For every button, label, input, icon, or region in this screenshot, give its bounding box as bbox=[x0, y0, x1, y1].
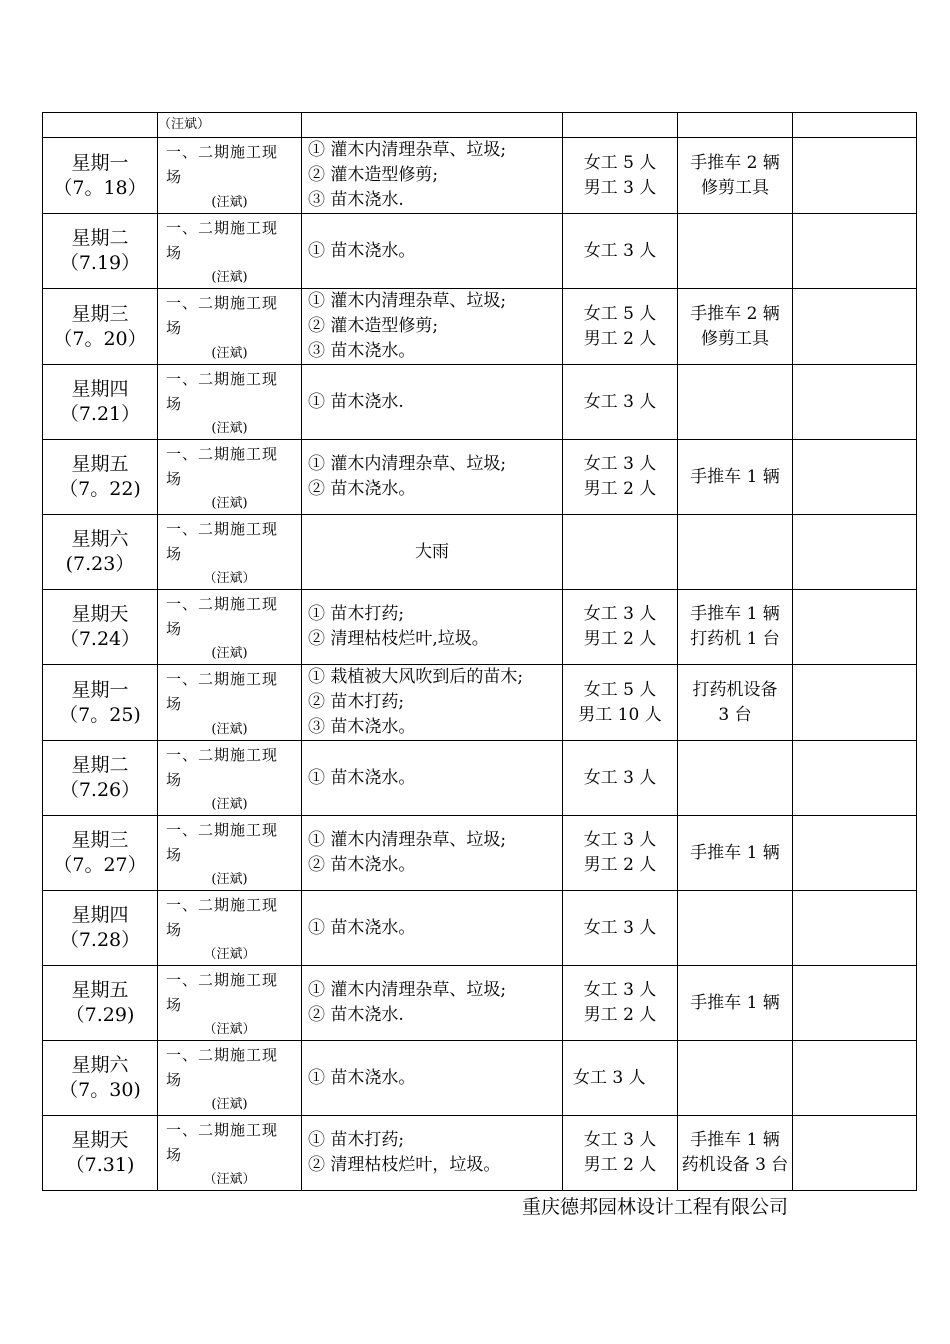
day-cell bbox=[43, 665, 158, 741]
worker-count: 女工 3 人 bbox=[583, 767, 657, 788]
workers-cell bbox=[563, 365, 678, 440]
site-label: 一、二期施工现场 bbox=[166, 971, 279, 1014]
task-item: ③ 苗木浇水. bbox=[308, 190, 404, 210]
table-row bbox=[43, 590, 917, 665]
task-item: ① 苗木浇水。 bbox=[308, 767, 416, 788]
tool-item: 手推车 1 辆 bbox=[690, 466, 780, 487]
tools-cell bbox=[678, 1041, 793, 1116]
notes-cell bbox=[793, 590, 917, 665]
tool-item: 3 台 bbox=[718, 704, 752, 725]
notes-cell bbox=[793, 1116, 917, 1191]
site-label: 一、二期施工现场 bbox=[166, 746, 279, 789]
tool-item: 修剪工具 bbox=[701, 177, 769, 198]
date-label: （7。25) bbox=[59, 703, 141, 726]
tool-item: 手推车 1 辆 bbox=[690, 992, 780, 1013]
location-cell bbox=[158, 966, 302, 1041]
supervisor-label: (汪斌) bbox=[211, 270, 248, 285]
work-log-table bbox=[42, 112, 917, 1191]
site-label: 一、二期施工现场 bbox=[166, 670, 279, 713]
task-item: ② 苗木打药; bbox=[308, 692, 405, 712]
tools-cell bbox=[678, 590, 793, 665]
weekday-label: 星期三 bbox=[71, 829, 129, 851]
tool-item: 打药机 1 台 bbox=[690, 629, 780, 649]
tasks-cell bbox=[302, 515, 563, 590]
workers-cell bbox=[563, 741, 678, 816]
day-cell bbox=[43, 515, 158, 590]
notes-cell bbox=[793, 966, 917, 1041]
site-label: 一、二期施工现场 bbox=[166, 445, 279, 488]
date-label: （7。18） bbox=[53, 176, 147, 199]
supervisor-label: (汪斌) bbox=[211, 872, 248, 887]
location-cell bbox=[158, 816, 302, 891]
worker-count: 女工 3 人 bbox=[573, 1067, 646, 1088]
day-cell bbox=[43, 816, 158, 891]
worker-count: 女工 3 人 bbox=[583, 604, 657, 624]
notes-cell bbox=[793, 440, 917, 515]
date-label: （7.31) bbox=[65, 1154, 135, 1176]
notes-cell bbox=[793, 665, 917, 741]
supervisor-label: (汪斌) bbox=[211, 646, 248, 661]
tools-cell bbox=[678, 891, 793, 966]
workers-cell bbox=[563, 891, 678, 966]
table-row bbox=[43, 1116, 917, 1191]
location-cell bbox=[158, 665, 302, 741]
location-cell bbox=[158, 365, 302, 440]
tool-item: 打药机设备 bbox=[692, 679, 778, 700]
task-item: ① 灌木内清理杂草、垃圾; bbox=[308, 980, 507, 1000]
site-label: 一、二期施工现场 bbox=[166, 520, 279, 563]
task-item: ① 苗木浇水. bbox=[308, 391, 404, 412]
notes-cell bbox=[793, 741, 917, 816]
worker-count: 女工 3 人 bbox=[583, 830, 657, 850]
notes-cell bbox=[793, 289, 917, 365]
location-cell bbox=[158, 138, 302, 214]
supervisor-label: (汪斌) bbox=[211, 496, 248, 511]
table-row bbox=[43, 515, 917, 590]
table-row bbox=[43, 1041, 917, 1116]
tasks-cell bbox=[302, 1041, 563, 1116]
table-row bbox=[43, 440, 917, 515]
location-cell bbox=[158, 891, 302, 966]
workers-cell bbox=[563, 816, 678, 891]
task-item: ② 苗木浇水. bbox=[308, 1005, 404, 1025]
task-item: ② 灌木造型修剪; bbox=[308, 316, 439, 336]
weekday-label: 星期一 bbox=[71, 678, 129, 701]
notes-cell bbox=[793, 138, 917, 214]
supervisor-label: (汪斌) bbox=[211, 195, 248, 210]
supervisor-label: (汪斌) bbox=[211, 722, 248, 737]
worker-count: 女工 3 人 bbox=[583, 1130, 657, 1150]
notes-cell bbox=[793, 365, 917, 440]
task-item: ① 苗木打药; bbox=[308, 1130, 405, 1150]
tasks-cell bbox=[302, 138, 563, 214]
worker-count: 女工 3 人 bbox=[583, 980, 657, 1000]
workers-cell bbox=[563, 289, 678, 365]
weekday-label: 星期二 bbox=[71, 754, 129, 776]
tasks-cell bbox=[302, 966, 563, 1041]
day-cell bbox=[43, 966, 158, 1041]
workers-cell bbox=[563, 113, 678, 138]
tools-cell bbox=[678, 665, 793, 741]
worker-count: 女工 3 人 bbox=[583, 917, 657, 938]
tasks-cell bbox=[302, 665, 563, 741]
day-cell bbox=[43, 365, 158, 440]
table-row bbox=[43, 289, 917, 365]
tasks-cell bbox=[302, 289, 563, 365]
weekday-label: 星期四 bbox=[71, 904, 129, 926]
task-item: ② 苗木浇水。 bbox=[308, 855, 416, 875]
worker-count: 女工 5 人 bbox=[583, 679, 657, 700]
supervisor-label: （汪斌） bbox=[203, 1172, 256, 1187]
tools-cell bbox=[678, 289, 793, 365]
notes-cell bbox=[793, 816, 917, 891]
table-row bbox=[43, 816, 917, 891]
task-item: ③ 苗木浇水。 bbox=[308, 341, 416, 361]
worker-count: 女工 3 人 bbox=[583, 240, 657, 261]
table-body bbox=[43, 113, 917, 1191]
tools-cell bbox=[678, 741, 793, 816]
table-row bbox=[43, 214, 917, 289]
tools-cell bbox=[678, 515, 793, 590]
table-row bbox=[43, 365, 917, 440]
task-item: ② 苗木浇水。 bbox=[308, 479, 416, 499]
date-label: （7.19） bbox=[59, 252, 141, 274]
location-cell bbox=[158, 515, 302, 590]
workers-cell bbox=[563, 966, 678, 1041]
supervisor-label: (汪斌) bbox=[211, 797, 248, 812]
date-label: （7.28） bbox=[59, 929, 141, 951]
table-row bbox=[43, 891, 917, 966]
tasks-cell bbox=[302, 590, 563, 665]
tool-item: 手推车 2 辆 bbox=[690, 303, 780, 324]
supervisor-label: (汪斌) bbox=[211, 1097, 248, 1112]
date-label: （7。20） bbox=[53, 327, 147, 350]
supervisor-label: （汪斌） bbox=[203, 1022, 256, 1037]
tasks-cell bbox=[302, 440, 563, 515]
date-label: （7。30) bbox=[59, 1079, 141, 1101]
site-label: 一、二期施工现场 bbox=[166, 1046, 279, 1089]
tools-cell bbox=[678, 966, 793, 1041]
table-row bbox=[43, 741, 917, 816]
workers-cell bbox=[563, 515, 678, 590]
worker-count: 女工 5 人 bbox=[583, 152, 657, 173]
task-item: ① 苗木浇水。 bbox=[308, 917, 416, 938]
table-row bbox=[43, 966, 917, 1041]
task-item: ① 灌木内清理杂草、垃圾; bbox=[308, 140, 507, 160]
workers-cell bbox=[563, 138, 678, 214]
task-item: 大雨 bbox=[415, 541, 449, 562]
site-label: 一、二期施工现场 bbox=[166, 294, 279, 337]
tasks-cell bbox=[302, 214, 563, 289]
day-cell bbox=[43, 741, 158, 816]
notes-cell bbox=[793, 214, 917, 289]
weekday-label: 星期六 bbox=[71, 1054, 129, 1076]
task-item: ③ 苗木浇水。 bbox=[308, 717, 416, 737]
date-label: (7.23） bbox=[65, 553, 135, 575]
notes-cell bbox=[793, 515, 917, 590]
workers-cell bbox=[563, 214, 678, 289]
location-cell bbox=[158, 289, 302, 365]
workers-cell bbox=[563, 1116, 678, 1191]
site-label: 一、二期施工现场 bbox=[166, 595, 279, 638]
weekday-label: 星期三 bbox=[71, 302, 129, 325]
workers-cell bbox=[563, 590, 678, 665]
date-label: （7.29) bbox=[65, 1004, 135, 1026]
task-item: ① 灌木内清理杂草、垃圾; bbox=[308, 291, 507, 311]
worker-count: 男工 10 人 bbox=[578, 704, 662, 725]
tool-item: 手推车 1 辆 bbox=[690, 842, 780, 863]
day-cell bbox=[43, 214, 158, 289]
location-cell bbox=[158, 113, 302, 138]
weekday-label: 星期一 bbox=[71, 151, 129, 174]
tool-item: 手推车 1 辆 bbox=[690, 1130, 780, 1150]
weekday-label: 星期六 bbox=[71, 528, 129, 550]
worker-count: 女工 3 人 bbox=[583, 454, 657, 474]
tasks-cell bbox=[302, 891, 563, 966]
tasks-cell bbox=[302, 816, 563, 891]
location-cell bbox=[158, 214, 302, 289]
site-label: 一、二期施工现场 bbox=[166, 370, 279, 413]
date-label: （7。27） bbox=[53, 854, 147, 876]
weekday-label: 星期天 bbox=[71, 1129, 129, 1151]
tools-cell bbox=[678, 214, 793, 289]
notes-cell bbox=[793, 891, 917, 966]
notes-cell bbox=[793, 113, 917, 138]
supervisor-label: （汪斌） bbox=[158, 117, 211, 132]
tools-cell bbox=[678, 816, 793, 891]
weekday-label: 星期五 bbox=[71, 979, 129, 1001]
worker-count: 男工 2 人 bbox=[583, 479, 657, 499]
location-cell bbox=[158, 1116, 302, 1191]
site-label: 一、二期施工现场 bbox=[166, 143, 279, 186]
weekday-label: 星期四 bbox=[71, 378, 129, 400]
task-item: ① 灌木内清理杂草、垃圾; bbox=[308, 454, 507, 474]
task-item: ① 灌木内清理杂草、垃圾; bbox=[308, 830, 507, 850]
task-item: ② 清理枯枝烂叶，垃圾。 bbox=[308, 1155, 501, 1175]
table-row bbox=[43, 138, 917, 214]
notes-cell bbox=[793, 1041, 917, 1116]
date-label: （7.21） bbox=[59, 403, 141, 425]
worker-count: 女工 5 人 bbox=[583, 303, 657, 324]
tasks-cell bbox=[302, 741, 563, 816]
supervisor-label: （汪斌） bbox=[203, 947, 256, 962]
worker-count: 男工 2 人 bbox=[583, 629, 657, 649]
supervisor-label: （汪斌） bbox=[203, 571, 256, 586]
workers-cell bbox=[563, 440, 678, 515]
day-cell bbox=[43, 891, 158, 966]
tools-cell bbox=[678, 365, 793, 440]
workers-cell bbox=[563, 665, 678, 741]
weekday-label: 星期二 bbox=[71, 227, 129, 249]
worker-count: 男工 2 人 bbox=[583, 1155, 657, 1175]
day-cell bbox=[43, 289, 158, 365]
worker-count: 男工 2 人 bbox=[583, 855, 657, 875]
task-item: ① 苗木打药; bbox=[308, 604, 405, 624]
day-cell bbox=[43, 113, 158, 138]
task-item: ② 清理枯枝烂叶,垃圾。 bbox=[308, 629, 489, 649]
task-item: ① 苗木浇水。 bbox=[308, 240, 416, 261]
task-item: ② 灌木造型修剪; bbox=[308, 165, 439, 185]
task-item: ① 栽植被大风吹到后的苗木; bbox=[308, 667, 524, 687]
worker-count: 女工 3 人 bbox=[583, 391, 657, 412]
day-cell bbox=[43, 590, 158, 665]
site-label: 一、二期施工现场 bbox=[166, 219, 279, 262]
day-cell bbox=[43, 138, 158, 214]
supervisor-label: (汪斌) bbox=[211, 421, 248, 436]
weekday-label: 星期天 bbox=[71, 603, 129, 625]
worker-count: 男工 2 人 bbox=[583, 1005, 657, 1025]
tool-item: 修剪工具 bbox=[701, 328, 769, 349]
task-item: ① 苗木浇水。 bbox=[308, 1067, 416, 1088]
worker-count: 男工 2 人 bbox=[583, 328, 657, 349]
tool-item: 药机设备 3 台 bbox=[681, 1155, 789, 1175]
site-label: 一、二期施工现场 bbox=[166, 821, 279, 864]
location-cell bbox=[158, 440, 302, 515]
date-label: （7.26） bbox=[59, 779, 141, 801]
tasks-cell bbox=[302, 1116, 563, 1191]
tool-item: 手推车 1 辆 bbox=[690, 604, 780, 624]
site-label: 一、二期施工现场 bbox=[166, 896, 279, 939]
tools-cell bbox=[678, 440, 793, 515]
tools-cell bbox=[678, 113, 793, 138]
location-cell bbox=[158, 741, 302, 816]
worker-count: 男工 3 人 bbox=[583, 177, 657, 198]
table-row-continued bbox=[43, 113, 917, 138]
day-cell bbox=[43, 1041, 158, 1116]
tasks-cell bbox=[302, 113, 563, 138]
day-cell bbox=[43, 1116, 158, 1191]
date-label: （7.24） bbox=[59, 628, 141, 650]
weekday-label: 星期五 bbox=[71, 453, 129, 475]
tools-cell bbox=[678, 1116, 793, 1191]
site-label: 一、二期施工现场 bbox=[166, 1121, 279, 1164]
location-cell bbox=[158, 1041, 302, 1116]
table-row bbox=[43, 665, 917, 741]
workers-cell bbox=[563, 1041, 678, 1116]
day-cell bbox=[43, 440, 158, 515]
tools-cell bbox=[678, 138, 793, 214]
company-name: 重庆德邦园林设计工程有限公司 bbox=[522, 1196, 789, 1218]
tool-item: 手推车 2 辆 bbox=[690, 152, 780, 173]
tasks-cell bbox=[302, 365, 563, 440]
location-cell bbox=[158, 590, 302, 665]
supervisor-label: (汪斌) bbox=[211, 346, 248, 361]
date-label: （7。22) bbox=[59, 478, 141, 500]
